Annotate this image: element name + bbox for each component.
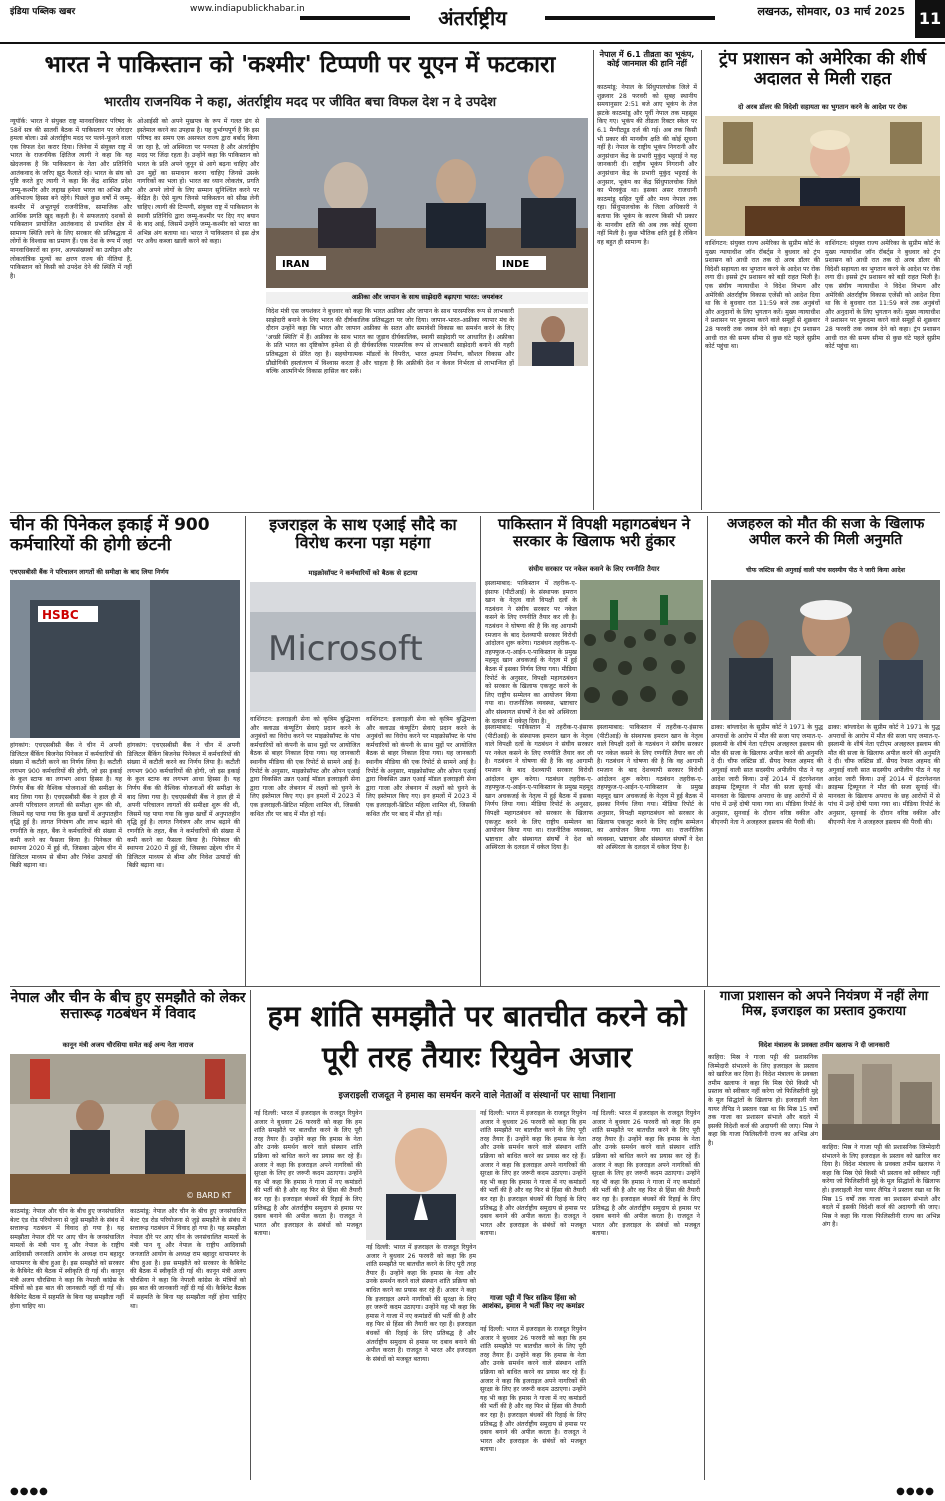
nepal-quake-headline: नेपाल में 6.1 तीव्रता का भूकंप, कोई जानमाल की हानि नहीं (599, 50, 695, 69)
israel-subhead-box (254, 1088, 700, 1104)
israel-headline-box (254, 996, 700, 1082)
hsbc-sign: HSBC (42, 608, 79, 622)
trump-column-1: वाशिंगटन: संयुक्त राज्य अमेरिका के सुप्रीम कोर्ट के मुख्य न्यायाधीश जॉन रॉबर्ट्स ने बुधवार को ट्रंप प्रशासन को आधी रात तक दो अरब डॉलर की विदेशी सहायता का भुगतान करने के आदेश पर रोक लगा दी। इससे ट्रंप प्रशासन को बड़ी राहत मिली है। एक संघीय न्यायाधीश ने विदेश विभाग और अमेरिकी अंतर्राष्ट्रीय विकास एजेंसी को आदेश दिया था कि वे बुधवार रात 11:59 बजे तक अनुबंधों और अनुदानों के लिए भुगतान करें। मुख्य न्यायाधीश ने प्रशासन पर मुकदमा करने वाले समूहों से शुक्रवार 28 फरवरी तक जवाब देने को कहा। ट्रंप प्रशासन आधी रात की समय सीमा से कुछ घंटे पहले सुप्रीम कोर्ट पहुंचा था। (705, 240, 820, 351)
microsoft-sign: Microsoft (268, 629, 423, 669)
bangladesh-column-2: ढाका: बांग्लादेश के सुप्रीम कोर्ट ने 1971 के युद्ध अपराधों के आरोप में मौत की सजा पाए जमात-ए-इस्लामी के शीर्ष नेता एटीएम अजहरुल इस्लाम की मौत की सजा के खिलाफ अपील करने की अनुमति दे दी। चीफ जस्टिस डॉ. सैयद रेफात अहमद की अगुवाई वाली सात सदस्यीय अपीलीय पीठ ने यह आदेश जारी किया। उन्हें 2014 में इंटरनेशनल क्राइम्स ट्रिब्यूनल ने मौत की सजा सुनाई थी। मानवता के खिलाफ अपराध के छह आरोपों में से पांच में उन्हें दोषी पाया गया था। मीडिया रिपोर्ट के अनुसार, सुनवाई के दौरान वरिष्ठ वकील और बीएनपी नेता ने अजहरुल इस्लाम की पैरवी की। (828, 724, 940, 826)
divider (707, 516, 708, 986)
divider (704, 990, 705, 1480)
microsoft-sign-photo (250, 582, 476, 712)
israel-inline-headline: गाजा पट्टी में फिर सक्रिय हिंसा को आशंका, हमास ने भर्ती किए नए कमांडर (481, 1294, 585, 1311)
page-footer (0, 1484, 945, 1501)
lead-subhead: भारतीय राजनयिक ने कहा, अंतर्राष्ट्रीय मदद पर जीवित बचा विफल देश न दे उपदेश (103, 95, 497, 110)
page-number: 11 (915, 0, 945, 38)
pakistan-column-3: इस्लामाबाद: पाकिस्तान में तहरीक-ए-इंसाफ (पीटीआई) के संस्थापक इमरान खान के नेतृत्व वाले विपक्षी दलों के गठबंधन ने संघीय सरकार पर नकेल कसने के लिए रणनीति तैयार कर ली है। गठबंधन ने घोषणा की है कि वह आगामी रमजान के बाद देशव्यापी सरकार विरोधी आंदोलन शुरू करेगा। गठबंधन तहरीक-ए-तहफ्फुज-ए-आईन-ए-पाकिस्तान के प्रमुख महमूद खान अचकजई के नेतृत्व में हुई बैठक में इसका निर्णय लिया गया। मीडिया रिपोर्ट के अनुसार, विपक्षी महागठबंधन को सरकार के खिलाफ एकजुट करने के लिए राष्ट्रीय सम्मेलन का आयोजन किया गया था। राजनीतिक व्यवस्था, भ्रष्टाचार और संस्थागत संघर्षों ने देश को अस्थिरता के दलदल में धकेल दिया है। (597, 724, 703, 852)
lead-headline-box (10, 52, 590, 92)
pakistan-column-2: इस्लामाबाद: पाकिस्तान में तहरीक-ए-इंसाफ (पीटीआई) के संस्थापक इमरान खान के नेतृत्व वाले विपक्षी दलों के गठबंधन ने संघीय सरकार पर नकेल कसने के लिए रणनीति तैयार कर ली है। गठबंधन ने घोषणा की है कि वह आगामी रमजान के बाद देशव्यापी सरकार विरोधी आंदोलन शुरू करेगा। गठबंधन तहरीक-ए-तहफ्फुज-ए-आईन-ए-पाकिस्तान के प्रमुख महमूद खान अचकजई के नेतृत्व में हुई बैठक में इसका निर्णय लिया गया। मीडिया रिपोर्ट के अनुसार, विपक्षी महागठबंधन को सरकार के खिलाफ एकजुट करने के लिए राष्ट्रीय सम्मेलन का आयोजन किया गया था। राजनीतिक व्यवस्था, भ्रष्टाचार और संस्थागत संघर्षों ने देश को अस्थिरता के दलदल में धकेल दिया है। (485, 724, 593, 852)
website-url[interactable]: www.indiapublickhabar.in (190, 4, 305, 14)
paper-name: इंडिया पब्लिक खबर (10, 7, 76, 17)
lead-photo-caption: अफ्रीका और जापान के साथ साझेदारी बढ़ाएगा भारत: जयशंकर (266, 292, 588, 304)
nepal-china-subhead-box (10, 1040, 246, 1051)
nepal-quake-body: काठमांडू: नेपाल के सिंधुपालचोक जिले में शुक्रवार 28 फरवरी को सुबह स्थानीय समयानुसार 2:51 बजे आए भूकंप के तेज झटके काठमांडू और पूर्वी नेपाल तक महसूस किए गए। भूकंप की तीव्रता रिक्टर स्केल पर 6.1 मैग्नीट्यूड दर्ज की गई। अब तक किसी भी प्रकार की मानवीय क्षति की कोई सूचना नहीं है। नेपाल के राष्ट्रीय भूकंप निगरानी और अनुसंधान केंद्र के प्रभारी मुकुंद भट्टराई ने यह जानकारी दी। राष्ट्रीय भूकंप निगरानी और अनुसंधान केंद्र के प्रभारी मुकुंद भट्टराई के अनुसार, भूकंप का केंद्र सिंधुपालचोक जिले का भैरवकुंड था। इसका असर राजधानी काठमांडू सहित पूर्वी और मध्य नेपाल तक रहा। सिंधुपालचोक के जिला अधिकारी ने बताया कि भूकंप के कारण किसी भी प्रकार के मानवीय क्षति की अब तक कोई सूचना नहीं मिली है। कुछ भौतिक क्षति हुई है लेकिन वह बहुत ही सामान्य है। (597, 84, 697, 246)
court-crowd-photo (711, 580, 940, 720)
hsbc-headline-box (10, 516, 240, 564)
pakistan-column-1: इस्लामाबाद: पाकिस्तान में तहरीक-ए-इंसाफ (पीटीआई) के संस्थापक इमरान खान के नेतृत्व वाले विपक्षी दलों के गठबंधन ने संघीय सरकार पर नकेल कसने के लिए रणनीति तैयार कर ली है। गठबंधन ने घोषणा की है कि वह आगामी रमजान के बाद देशव्यापी सरकार विरोधी आंदोलन शुरू करेगा। गठबंधन तहरीक-ए-तहफ्फुज-ए-आईन-ए-पाकिस्तान के प्रमुख महमूद खान अचकजई के नेतृत्व में हुई बैठक में इसका निर्णय लिया गया। मीडिया रिपोर्ट के अनुसार, विपक्षी महागठबंधन को सरकार के खिलाफ एकजुट करने के लिए राष्ट्रीय सम्मेलन का आयोजन किया गया था। राजनीतिक व्यवस्था, भ्रष्टाचार और संस्थागत संघर्षों ने देश को अस्थिरता के दलदल में धकेल दिया है। (485, 580, 577, 725)
pakistan-subhead: संघीय सरकार पर नकेल कसने के लिए रणनीति तैयार (528, 565, 660, 573)
israel-column-5: नई दिल्ली: भारत में इजराइल के राजदूत रियुवेन अजार ने बुधवार 26 फरवरी को कहा कि हम शांति समझौते पर बातचीत करने के लिए पूरी तरह तैयार हैं। उन्होंने कहा कि हमास के नेता और उनके समर्थन करने वाले संस्थान शांति प्रक्रिया को बाधित करने का प्रयास कर रहे हैं। अजार ने कहा कि इजराइल अपने नागरिकों की सुरक्षा के लिए हर जरूरी कदम उठाएगा। उन्होंने यह भी कहा कि हमास ने गाजा में नए कमांडरों की भर्ती की है और वह फिर से हिंसा की तैयारी कर रहा है। इजराइल बंधकों की रिहाई के लिए प्रतिबद्ध है और अंतर्राष्ट्रीय समुदाय से हमास पर दबाव बनाने की अपील करता है। राजदूत ने भारत और इजराइल के संबंधों को मजबूत बताया। (592, 1110, 700, 1238)
divider (10, 986, 940, 987)
israel-column-2: नई दिल्ली: भारत में इजराइल के राजदूत रियुवेन अजार ने बुधवार 26 फरवरी को कहा कि हम शांति समझौते पर बातचीत करने के लिए पूरी तरह तैयार हैं। उन्होंने कहा कि हमास के नेता और उनके समर्थन करने वाले संस्थान शांति प्रक्रिया को बाधित करने का प्रयास कर रहे हैं। अजार ने कहा कि इजराइल अपने नागरिकों की सुरक्षा के लिए हर जरूरी कदम उठाएगा। उन्होंने यह भी कहा कि हमास ने गाजा में नए कमांडरों की भर्ती की है और वह फिर से हिंसा की तैयारी कर रहा है। इजराइल बंधकों की रिहाई के लिए प्रतिबद्ध है और अंतर्राष्ट्रीय समुदाय से हमास पर दबाव बनाने की अपील करता है। राजदूत ने भारत और इजराइल के संबंधों को मजबूत बताया। (366, 1244, 476, 1363)
lead-photo (266, 118, 588, 288)
divider (10, 512, 940, 513)
lead-column-1: न्यूयॉर्क: भारत ने संयुक्त राष्ट्र मानवाधिकार परिषद के 58वें सत्र की सातवीं बैठक में पाकिस्तान पर जोरदार हमला बोला। उसे अंतर्राष्ट्रीय मदद पर पलने-फूलने वाला एक विफल देश करार दिया। जिनेवा में संयुक्त राष्ट्र में भारत के राजनयिक क्षितिज त्यागी ने कहा कि यह खेदजनक है कि पाकिस्तान के नेता और प्रतिनिधि आतंकवाद के जरिए झूठ फैलाते रहे। भारत के संघ को पुष्टि करते हुए त्यागी ने कहा कि केंद्र शासित प्रदेश जम्मू-कश्मीर और लद्दाख हमेशा भारत का अभिन्न और अविभाज्य हिस्सा बने रहेंगे। पिछले कुछ वर्षों में जम्मू-कश्मीर में अभूतपूर्व राजनीतिक, सामाजिक और आर्थिक प्रगति खुद कहती है। ये सफलताएं दशकों से पाकिस्तान प्रायोजित आतंकवाद से प्रभावित क्षेत्र में सामान्य स्थिति लाने के लिए सरकार की प्रतिबद्धता में लोगों के विश्वास का प्रमाण हैं। एक देश के रूप में जहां मानवाधिकारों का हनन, अल्पसंख्यकों का उत्पीड़न और लोकतांत्रिक मूल्यों का क्षरण राज्य की नीतियां हैं, पाकिस्तान को किसी को उपदेश देने की स्थिति में नहीं है। (10, 118, 132, 280)
gaza-photo (822, 1054, 940, 1140)
jaishankar-portrait (518, 308, 588, 366)
section-title: अंतर्राष्ट्रीय (438, 6, 507, 30)
rally-crowd-photo (580, 580, 703, 720)
divider (250, 990, 251, 1480)
lead-column-3: विदेश मंत्री एस जयशंकर ने बुधवार को कहा कि भारत अफ्रीका और जापान के साथ पारस्परिक रूप से लाभकारी साझेदारी बनाने के लिए भारत की दीर्घकालिक प्रतिबद्धता पर जोर दिया। जापान-भारत-अफ्रीका व्यापार मंच के दौरान उन्होंने कहा कि भारत और जापान अफ्रीका के सतत और समावेशी विकास का समर्थन करने के लिए 'अच्छी स्थिति' में हैं। अफ्रीका के साथ भारत का जुड़ाव दीर्घकालिक, स्थायी साझेदारी पर आधारित है। अफ्रीका के प्रति भारत का दृष्टिकोण हमेशा से ही दीर्घकालिक पारस्परिक रूप से लाभकारी साझेदारी बनाने की गहरी प्रतिबद्धता से प्रेरित रहा है। सहयोगात्मक मॉडलों के विपरीत, भारत क्षमता निर्माण, कौशल विकास और प्रौद्योगिकी हस्तांतरण में विश्वास करता है और चाहता है कि अफ्रीकी देश न केवल निर्भरता से लाभान्वित हों बल्कि आत्मनिर्भर विकास हासिल कर सकें। (266, 308, 514, 376)
lead-subhead-box (10, 92, 590, 112)
israel-column-3: नई दिल्ली: भारत में इजराइल के राजदूत रियुवेन अजार ने बुधवार 26 फरवरी को कहा कि हम शांति समझौते पर बातचीत करने के लिए पूरी तरह तैयार हैं। उन्होंने कहा कि हमास के नेता और उनके समर्थन करने वाले संस्थान शांति प्रक्रिया को बाधित करने का प्रयास कर रहे हैं। अजार ने कहा कि इजराइल अपने नागरिकों की सुरक्षा के लिए हर जरूरी कदम उठाएगा। उन्होंने यह भी कहा कि हमास ने गाजा में नए कमांडरों की भर्ती की है और वह फिर से हिंसा की तैयारी कर रहा है। इजराइल बंधकों की रिहाई के लिए प्रतिबद्ध है और अंतर्राष्ट्रीय समुदाय से हमास पर दबाव बनाने की अपील करता है। राजदूत ने भारत और इजराइल के संबंधों को मजबूत बताया। (480, 1110, 586, 1238)
microsoft-subhead: माइक्रोसॉफ्ट ने कर्मचारियों को बैठक से हटाया (308, 569, 418, 577)
photo-watermark: © BARD KT (186, 1191, 232, 1200)
microsoft-headline-box (250, 516, 476, 566)
trump-column-2: वाशिंगटन: संयुक्त राज्य अमेरिका के सुप्रीम कोर्ट के मुख्य न्यायाधीश जॉन रॉबर्ट्स ने बुधवार को ट्रंप प्रशासन को आधी रात तक दो अरब डॉलर की विदेशी सहायता का भुगतान करने के आदेश पर रोक लगा दी। इससे ट्रंप प्रशासन को बड़ी राहत मिली है। एक संघीय न्यायाधीश ने विदेश विभाग और अमेरिकी अंतर्राष्ट्रीय विकास एजेंसी को आदेश दिया था कि वे बुधवार रात 11:59 बजे तक अनुबंधों और अनुदानों के लिए भुगतान करें। मुख्य न्यायाधीश ने प्रशासन पर मुकदमा करने वाले समूहों से शुक्रवार 28 फरवरी तक जवाब देने को कहा। ट्रंप प्रशासन आधी रात की समय सीमा से कुछ घंटे पहले सुप्रीम कोर्ट पहुंचा था। (825, 240, 940, 351)
nepal-quake-headline-box (597, 50, 697, 82)
footer-dots-left: ●●●● (10, 1486, 49, 1497)
hsbc-column-2: हांगकांग: एचएसबीसी बैंक ने चीन में अपनी डिजिटल बैंकिंग बिजनेस पिनेकल में कर्मचारियों की संख्या में कटौती करने का निर्णय लिया है। कटौती लगभग 900 कर्मचारियों की होगी, जो इस इकाई के कुल स्टाफ का लगभग आधा हिस्सा है। यह निर्णय बैंक की वैश्विक योजनाओं की समीक्षा के बाद लिया गया है। एचएसबीसी बैंक ने हाल ही में अपनी परिचालन लागतों की समीक्षा शुरू की थी, जिसमें यह पाया गया कि कुछ खर्चों में अनुपातहीन वृद्धि हुई है। लागत नियंत्रण और लाभ बढ़ाने की रणनीति के तहत, बैंक ने कर्मचारियों की संख्या में कमी करने का फैसला किया है। पिनेकल की स्थापना 2020 में हुई थी, जिसका उद्देश्य चीन में डिजिटल माध्यम से बीमा और निवेश उत्पादों की बिक्री बढ़ाना था। (127, 742, 240, 870)
nameplate-iran: IRAN (282, 259, 310, 270)
israel-headline: हम शांति समझौते पर बातचीत करने को पूरी तरह तैयारः रियुवेन अजार (267, 999, 687, 1074)
bangladesh-headline: अजहरुल को मौत की सजा के खिलाफ अपील करने की मिली अनुमति (726, 516, 925, 549)
hsbc-subhead: एचएसबीसी बैंक ने परिचालन लागतों की समीक्षा के बाद लिया निर्णय (10, 568, 169, 576)
divider (480, 516, 481, 986)
gaza-subhead: विदेश मंत्रालय के प्रवक्ता तमीम खलाफ ने दी जानकारी (758, 1041, 890, 1049)
microsoft-headline: इजराइल के साथ एआई सौदे का विरोध करना पड़ा महंगा (269, 515, 457, 553)
header-rule-right (545, 16, 715, 20)
nepal-china-subhead: कानून मंत्री अजय चौरसिया समेत कई अन्य नेता नाराज (62, 1041, 194, 1049)
trump-subhead: दो अरब डॉलर की विदेशी सहायता का भुगतान करने के आदेश पर रोक (738, 103, 907, 111)
divider (593, 50, 594, 510)
pakistan-photo (580, 580, 703, 720)
nepal-china-headline-box (10, 990, 246, 1038)
bangladesh-headline-box (711, 516, 940, 564)
microsoft-subhead-box (250, 568, 476, 579)
gaza-ruins-photo (822, 1054, 940, 1140)
gaza-column-1: काहिरा: मिस्र ने गाजा पट्टी की प्रशासनिक जिम्मेदारी संभालने के लिए इजराइल के प्रस्ताव को खारिज कर दिया है। विदेश मंत्रालय के प्रवक्ता तमीम खलाफ ने कहा कि मिस्र ऐसे किसी भी प्रस्ताव को स्वीकार नहीं करेगा जो फिलिस्तीनी मुद्दे के मूल सिद्धांतों के खिलाफ हो। इजराइली नेता यायर लैपिड ने प्रस्ताव रखा था कि मिस्र 15 वर्षों तक गाजा का प्रशासन संभाले और बदले में इसकी विदेशी कर्ज की अदायगी की जाए। मिस्र ने कहा कि गाजा फिलिस्तीनी राज्य का अभिन्न अंग है। (708, 1054, 818, 1147)
bangladesh-subhead-box (711, 565, 940, 576)
hsbc-column-1: हांगकांग: एचएसबीसी बैंक ने चीन में अपनी डिजिटल बैंकिंग बिजनेस पिनेकल में कर्मचारियों की संख्या में कटौती करने का निर्णय लिया है। कटौती लगभग 900 कर्मचारियों की होगी, जो इस इकाई के कुल स्टाफ का लगभग आधा हिस्सा है। यह निर्णय बैंक की वैश्विक योजनाओं की समीक्षा के बाद लिया गया है। एचएसबीसी बैंक ने हाल ही में अपनी परिचालन लागतों की समीक्षा शुरू की थी, जिसमें यह पाया गया कि कुछ खर्चों में अनुपातहीन वृद्धि हुई है। लागत नियंत्रण और लाभ बढ़ाने की रणनीति के तहत, बैंक ने कर्मचारियों की संख्या में कमी करने का फैसला किया है। पिनेकल की स्थापना 2020 में हुई थी, जिसका उद्देश्य चीन में डिजिटल माध्यम से बीमा और निवेश उत्पादों की बिक्री बढ़ाना था। (10, 742, 122, 870)
hsbc-headline: चीन की पिनेकल इकाई में 900 कर्मचारियों की होगी छंटनी (10, 515, 210, 555)
bangladesh-column-1: ढाका: बांग्लादेश के सुप्रीम कोर्ट ने 1971 के युद्ध अपराधों के आरोप में मौत की सजा पाए जमात-ए-इस्लामी के शीर्ष नेता एटीएम अजहरुल इस्लाम की मौत की सजा के खिलाफ अपील करने की अनुमति दे दी। चीफ जस्टिस डॉ. सैयद रेफात अहमद की अगुवाई वाली सात सदस्यीय अपीलीय पीठ ने यह आदेश जारी किया। उन्हें 2014 में इंटरनेशनल क्राइम्स ट्रिब्यूनल ने मौत की सजा सुनाई थी। मानवता के खिलाफ अपराध के छह आरोपों में से पांच में उन्हें दोषी पाया गया था। मीडिया रिपोर्ट के अनुसार, सुनवाई के दौरान वरिष्ठ वकील और बीएनपी नेता ने अजहरुल इस्लाम की पैरवी की। (711, 724, 823, 826)
jaishankar-photo (518, 308, 588, 366)
pakistan-headline-box (485, 516, 703, 564)
hsbc-building-photo (10, 580, 240, 738)
gaza-subhead-box (708, 1040, 940, 1051)
israel-column-1: नई दिल्ली: भारत में इजराइल के राजदूत रियुवेन अजार ने बुधवार 26 फरवरी को कहा कि हम शांति समझौते पर बातचीत करने के लिए पूरी तरह तैयार हैं। उन्होंने कहा कि हमास के नेता और उनके समर्थन करने वाले संस्थान शांति प्रक्रिया को बाधित करने का प्रयास कर रहे हैं। अजार ने कहा कि इजराइल अपने नागरिकों की सुरक्षा के लिए हर जरूरी कदम उठाएगा। उन्होंने यह भी कहा कि हमास ने गाजा में नए कमांडरों की भर्ती की है और वह फिर से हिंसा की तैयारी कर रहा है। इजराइल बंधकों की रिहाई के लिए प्रतिबद्ध है और अंतर्राष्ट्रीय समुदाय से हमास पर दबाव बनाने की अपील करता है। राजदूत ने भारत और इजराइल के संबंधों को मजबूत बताया। (254, 1110, 362, 1238)
divider (701, 50, 702, 510)
pakistan-subhead-box (485, 564, 703, 576)
oval-office-photo (705, 116, 940, 236)
israel-ambassador-photo (366, 1110, 476, 1240)
nepal-china-headline: नेपाल और चीन के बीच हुए समझौते को लेकर सत्तारूढ़ गठबंधन में विवाद (10, 990, 246, 1023)
hsbc-photo (10, 580, 240, 738)
gaza-headline: गाजा प्रशासन को अपने नियंत्रण में नहीं लेगा मिस्र, इजराइल का प्रस्ताव ठुकराया (719, 989, 929, 1019)
un-council-photo (266, 118, 588, 288)
hsbc-subhead-box (10, 567, 240, 578)
masthead (0, 0, 945, 44)
nepal-china-column-1: काठमांडू: नेपाल और चीन के बीच हुए जनसंचालित बेल्ट एंड रोड परियोजना से जुड़े समझौते के संबंध में सत्तारूढ़ गठबंधन में विवाद हो गया है। यह समझौता नेपाल दौरे पर आए चीन के जनसंचालित मामलों के मंत्री पान यू और नेपाल के राष्ट्रीय आदिवासी जनजाति आयोग के अध्यक्ष राम बहादुर थापामगर के बीच हुआ है। इस समझौते को सरकार के कैबिनेट की बैठक में स्वीकृति दी गई थी। कानून मंत्री अजय चौरसिया ने कहा कि नेपाली कांग्रेस के मंत्रियों को इस बात की जानकारी नहीं दी गई थी। कैबिनेट बैठक में सहमति के बिना यह समझौता नहीं होना चाहिए था। (10, 1208, 124, 1310)
trump-photo (705, 116, 940, 236)
trump-subhead-box (705, 102, 940, 114)
dateline: लखनऊ, सोमवार, 03 मार्च 2025 (757, 5, 905, 18)
microsoft-column-1: वाशिंगटन: इजराइली सेना को कृत्रिम बुद्धिमत्ता और क्लाउड कंप्यूटिंग सेवाएं प्रदान करने के अनुबंधों का विरोध करने पर माइक्रोसॉफ्ट के पांच कर्मचारियों को कंपनी के साथ मुद्दों पर आयोजित बैठक से बाहर निकाल दिया गया। यह जानकारी स्थानीय मीडिया की एक रिपोर्ट से सामने आई है। रिपोर्ट के अनुसार, माइक्रोसॉफ्ट और ओपन एआई द्वारा विकसित उन्नत एआई मॉडल इजराइली सेना द्वारा गाजा और लेबनान में लक्ष्यों को चुनने के लिए इस्तेमाल किए गए। इन हमलों में 2023 में एक इजराइली-ब्रिटिश महिला शामिल थी, जिसकी कथित तौर पर बाद में मौत हो गई। (250, 716, 360, 818)
gaza-column-2: काहिरा: मिस्र ने गाजा पट्टी की प्रशासनिक जिम्मेदारी संभालने के लिए इजराइल के प्रस्ताव को खारिज कर दिया है। विदेश मंत्रालय के प्रवक्ता तमीम खलाफ ने कहा कि मिस्र ऐसे किसी भी प्रस्ताव को स्वीकार नहीं करेगा जो फिलिस्तीनी मुद्दे के मूल सिद्धांतों के खिलाफ हो। इजराइली नेता यायर लैपिड ने प्रस्ताव रखा था कि मिस्र 15 वर्षों तक गाजा का प्रशासन संभाले और बदले में इसकी विदेशी कर्ज की अदायगी की जाए। मिस्र ने कहा कि गाजा फिलिस्तीनी राज्य का अभिन्न अंग है। (822, 1144, 940, 1229)
trump-headline: ट्रंप प्रशासन को अमेरिका की शीर्ष अदालत से मिली राहत (718, 49, 927, 89)
microsoft-column-2: वाशिंगटन: इजराइली सेना को कृत्रिम बुद्धिमत्ता और क्लाउड कंप्यूटिंग सेवाएं प्रदान करने के अनुबंधों का विरोध करने पर माइक्रोसॉफ्ट के पांच कर्मचारियों को कंपनी के साथ मुद्दों पर आयोजित बैठक से बाहर निकाल दिया गया। यह जानकारी स्थानीय मीडिया की एक रिपोर्ट से सामने आई है। रिपोर्ट के अनुसार, माइक्रोसॉफ्ट और ओपन एआई द्वारा विकसित उन्नत एआई मॉडल इजराइली सेना द्वारा गाजा और लेबनान में लक्ष्यों को चुनने के लिए इस्तेमाल किए गए। इन हमलों में 2023 में एक इजराइली-ब्रिटिश महिला शामिल थी, जिसकी कथित तौर पर बाद में मौत हो गई। (366, 716, 476, 818)
agreement-signing-photo (10, 1054, 246, 1204)
nepal-china-column-2: काठमांडू: नेपाल और चीन के बीच हुए जनसंचालित बेल्ट एंड रोड परियोजना से जुड़े समझौते के संबंध में सत्तारूढ़ गठबंधन में विवाद हो गया है। यह समझौता नेपाल दौरे पर आए चीन के जनसंचालित मामलों के मंत्री पान यू और नेपाल के राष्ट्रीय आदिवासी जनजाति आयोग के अध्यक्ष राम बहादुर थापामगर के बीच हुआ है। इस समझौते को सरकार के कैबिनेट की बैठक में स्वीकृति दी गई थी। कानून मंत्री अजय चौरसिया ने कहा कि नेपाली कांग्रेस के मंत्रियों को इस बात की जानकारी नहीं दी गई थी। कैबिनेट बैठक में सहमति के बिना यह समझौता नहीं होना चाहिए था। (130, 1208, 247, 1310)
pakistan-headline: पाकिस्तान में विपक्षी महागठबंधन ने सरकार के खिलाफ भरी हुंकार (497, 515, 691, 551)
israel-inline-head-box (480, 1294, 586, 1324)
trump-headline-box (705, 50, 940, 100)
israel-subhead: इजराइली राजदूत ने हमास का समर्थन करने वाले नेताओं व संस्थानों पर साधा निशाना (338, 1091, 616, 1101)
gaza-headline-box (708, 990, 940, 1038)
nepal-china-photo (10, 1054, 246, 1204)
bangladesh-photo (711, 580, 940, 720)
lead-column-2: ओआईसी को अपने मुखपत्र के रूप में गलत ढंग से इस्तेमाल करने का उपहास है। यह दुर्भाग्यपूर्ण है कि इस परिषद का समय एक असफल राज्य द्वारा बर्बाद किया जा रहा है, जो अस्थिरता पर पनपता है और अंतर्राष्ट्रीय मदद पर जिंदा रहता है। उन्होंने कहा कि पाकिस्तान को भारत के प्रति अपने जुनून से आगे बढ़ना चाहिए और उन मुद्दों का समाधान करना चाहिए जिनसे उसके नागरिकों का भला हो। भारत का ध्यान लोकतंत्र, प्रगति और अपने लोगों के लिए सम्मान सुनिश्चित करने पर केंद्रित है। ऐसे मूल्य जिनसे पाकिस्तान को सीख लेनी चाहिए। त्यागी की टिप्पणी, संयुक्त राष्ट्र में पाकिस्तान के स्थायी प्रतिनिधि द्वारा जम्मू-कश्मीर पर दिए गए बयान के बाद आई, जिसमें उन्होंने जम्मू-कश्मीर को भारत का अभिन्न अंग बताया था। भारत ने पाकिस्तान से इस क्षेत्र पर अवैध कब्जा खाली करने को कहा। (137, 118, 259, 246)
nameplate-inde: INDE (502, 259, 530, 270)
lead-headline: भारत ने पाकिस्तान को 'कश्मीर' टिप्पणी पर यूएन में फटकारा (44, 52, 556, 78)
bangladesh-subhead: चीफ जस्टिस की अगुवाई वाली पांच सदस्यीय पीठ ने जारी किया आदेश (746, 567, 905, 574)
israel-column-4: नई दिल्ली: भारत में इजराइल के राजदूत रियुवेन अजार ने बुधवार 26 फरवरी को कहा कि हम शांति समझौते पर बातचीत करने के लिए पूरी तरह तैयार हैं। उन्होंने कहा कि हमास के नेता और उनके समर्थन करने वाले संस्थान शांति प्रक्रिया को बाधित करने का प्रयास कर रहे हैं। अजार ने कहा कि इजराइल अपने नागरिकों की सुरक्षा के लिए हर जरूरी कदम उठाएगा। उन्होंने यह भी कहा कि हमास ने गाजा में नए कमांडरों की भर्ती की है और वह फिर से हिंसा की तैयारी कर रहा है। इजराइल बंधकों की रिहाई के लिए प्रतिबद्ध है और अंतर्राष्ट्रीय समुदाय से हमास पर दबाव बनाने की अपील करता है। राजदूत ने भारत और इजराइल के संबंधों को मजबूत बताया। (480, 1326, 586, 1454)
reuven-azar-portrait (366, 1110, 476, 1240)
microsoft-photo (250, 582, 476, 712)
divider (245, 516, 246, 986)
footer-dots-right: ●●●● (896, 1486, 935, 1497)
